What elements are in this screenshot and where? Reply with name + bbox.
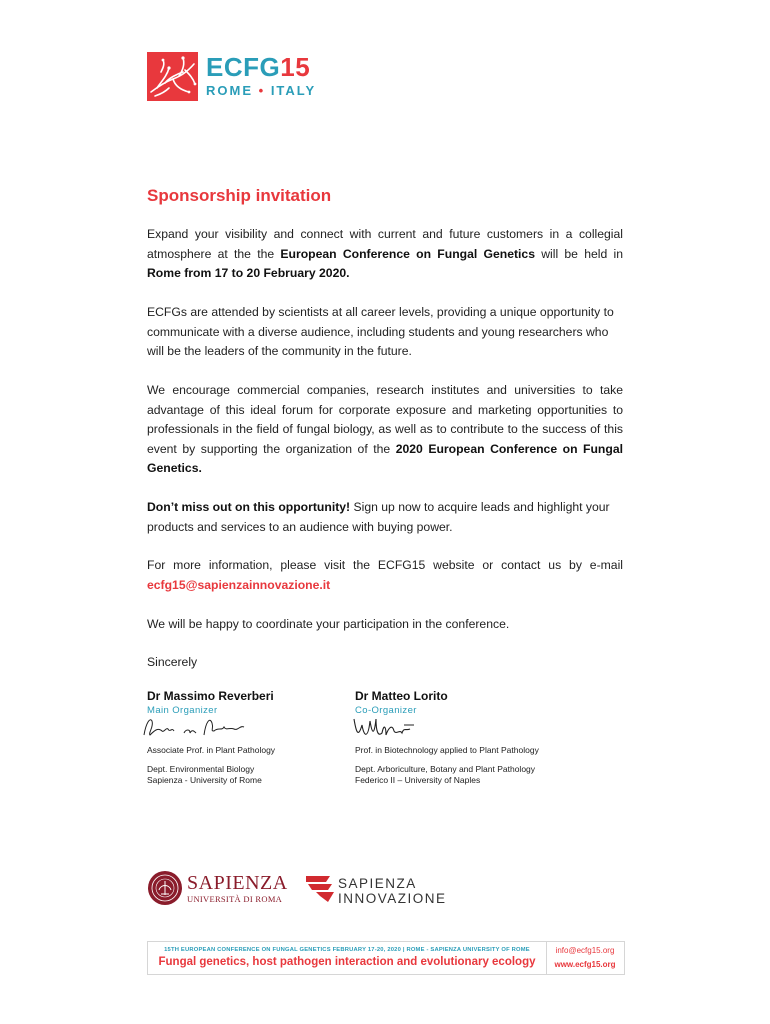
paragraph-intro: Expand your visibility and connect with current and future customers in a collegial atmosphere at the the European Conference on Fungal Genetics will be held in Rome from 17 to 20 February 2020. — [147, 227, 623, 280]
closing: Sincerely — [147, 655, 198, 669]
signatory-name: Dr Matteo Lorito — [355, 689, 448, 703]
footer-website-link[interactable]: www.ecfg15.org — [554, 960, 616, 969]
signatory-role: Main Organizer — [147, 705, 218, 716]
signatory-1 — [147, 689, 347, 716]
footer — [147, 941, 625, 975]
signatory-dept: Dept. Arboriculture, Botany and Plant Pathology — [355, 764, 536, 774]
sapienza-innovazione-icon — [306, 874, 334, 909]
page-title: Sponsorship invitation — [147, 186, 332, 205]
paragraph-encourage: We encourage commercial companies, research institutes and universities to take advantage of this ideal forum for corporate exposure and marketing opportunities to professionals in the field of fungal biology, as well as to contribute to the success of this event by supporting the organization of the 2020 European Conference on Fungal Genetics. — [147, 383, 623, 475]
contact-email-link[interactable]: ecfg15@sapienzainnovazione.it — [147, 577, 331, 592]
logo-number: 15 — [280, 52, 311, 82]
contact-text: For more information, please visit the ECFG15 website or contact us by e-mail — [147, 558, 623, 572]
signatory-name: Dr Massimo Reverberi — [147, 689, 274, 703]
signatory-2 — [355, 689, 575, 716]
sapienza-name: SAPIENZA — [187, 872, 288, 894]
signatory-position: Associate Prof. in Plant Pathology — [147, 745, 276, 755]
footer-email-link[interactable]: info@ecfg15.org — [555, 946, 615, 955]
logo-location — [206, 83, 316, 99]
conference-logo-mark — [147, 52, 198, 101]
logo-wordmark — [206, 53, 310, 81]
signatory-position: Prof. in Biotechnology applied to Plant Pathology — [355, 745, 539, 755]
logo-city: ROME — [206, 83, 253, 98]
logo-word: ECFG — [206, 52, 281, 82]
paragraph-coordinate: We will be happy to coordinate your participation in the conference. — [147, 617, 510, 631]
footer-left-panel — [148, 942, 547, 974]
logo-country: ITALY — [270, 83, 317, 98]
footer-tagline: Fungal genetics, host pathogen interaction and evolutionary ecology — [158, 956, 536, 968]
signatory-role: Co-Organizer — [355, 705, 417, 716]
fungal-hyphae-icon — [147, 52, 198, 101]
sapienza-logo-text — [187, 873, 288, 904]
signatory-university: Federico II – University of Naples — [355, 775, 481, 785]
sapienza-subtitle: UNIVERSITÀ DI ROMA — [187, 894, 283, 904]
signatory-university: Sapienza - University of Rome — [147, 775, 262, 785]
signatory-dept: Dept. Environmental Biology — [147, 764, 255, 774]
signature-lorito — [350, 713, 420, 748]
paragraph-audience: ECFGs are attended by scientists at all career levels, providing a unique opportunity to communicate with a diverse audience, including students and young researchers who will be the leaders of the community in the future. — [147, 305, 614, 358]
innovazione-line2: INNOVAZIONE — [338, 891, 447, 906]
sapienza-innovazione-text — [338, 876, 447, 906]
sapienza-seal-icon — [147, 870, 183, 911]
paragraph-contact — [147, 556, 623, 595]
innovazione-line1: SAPIENZA — [338, 876, 417, 891]
signature-reverberi — [140, 713, 250, 746]
paragraph-call-to-action: Don’t miss out on this opportunity! Sign up now to acquire leads and highlight your products and services to an audience with buying power. — [147, 500, 610, 534]
footer-conference-line: 15TH EUROPEAN CONFERENCE ON FUNGAL GENETICS FEBRUARY 17-20, 2020 | ROME - SAPIENZA UNIVERSITY OF ROME — [164, 947, 530, 953]
logo-bullet: • — [258, 83, 266, 98]
